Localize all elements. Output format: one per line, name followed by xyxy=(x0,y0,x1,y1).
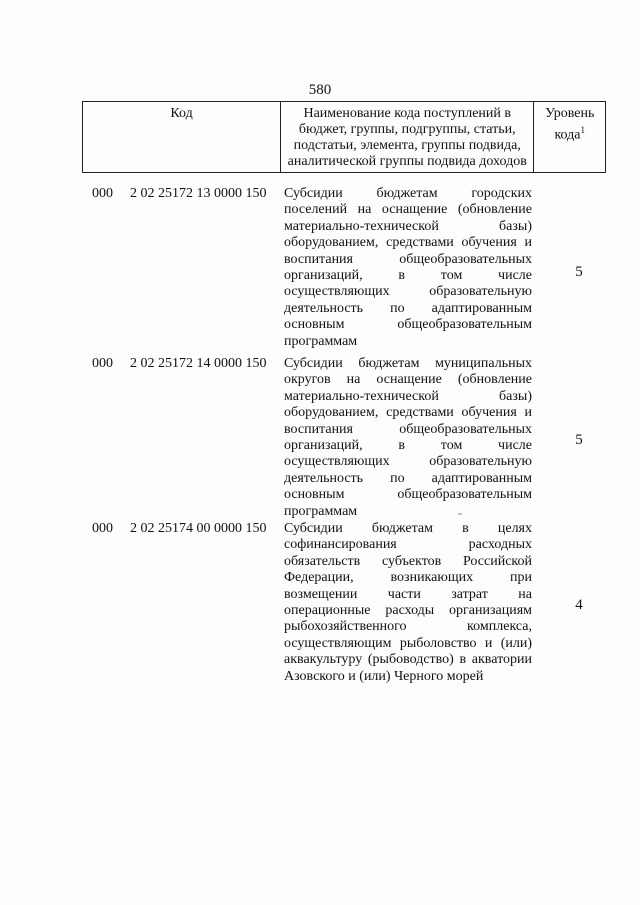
table-row xyxy=(86,521,606,691)
header-name-label: Наименование кода поступлений в бюджет, группы, подгруппы, статьи, подстатьи, элемента, группы подвида, аналитической группы подвида доходов xyxy=(287,106,527,169)
header-level xyxy=(534,102,606,173)
table-row xyxy=(86,356,606,521)
header-level-label: Уровень кода xyxy=(545,106,595,143)
code-level: 5 xyxy=(575,264,583,280)
code-description: Субсидии бюджетам городских поселений на оснащение (обновление материально-технической базы) оборудованием, средствами обучения и воспитания общеобразовательных организаций, в том числе осуществляющих образовательную деятельность по адаптированным основным общеобразовательным программам xyxy=(284,186,532,349)
page-number: 580 xyxy=(308,82,332,98)
admin-code: 000 xyxy=(92,356,113,371)
code-description: Субсидии бюджетам в целях софинансирования расходных обязательств субъектов Российской Федерации, возникающих при возмещении части затрат на операционные расходы организациям рыбохозяйственного комплекса, осуществляющим рыболовство и (или) аквакультуру (рыбоводство) в акватории Азовского и (или) Черного морей xyxy=(284,521,532,684)
budget-code: 2 02 25174 00 0000 150 xyxy=(130,521,267,536)
header-name xyxy=(281,102,534,173)
code-level: 5 xyxy=(575,432,583,448)
table-header xyxy=(82,101,606,173)
header-code xyxy=(83,102,281,173)
table-body xyxy=(86,186,606,691)
budget-code: 2 02 25172 13 0000 150 xyxy=(130,186,267,201)
footnote-marker: 1 xyxy=(580,125,585,135)
header-code-label: Код xyxy=(170,106,193,121)
budget-code: 2 02 25172 14 0000 150 xyxy=(130,356,267,371)
table-row xyxy=(86,186,606,356)
code-level: 4 xyxy=(575,597,583,613)
admin-code: 000 xyxy=(92,186,113,201)
scan-speck xyxy=(458,513,462,515)
code-description: Субсидии бюджетам муниципальных округов на оснащение (обновление материально-технической базы) оборудованием, средствами обучения и воспитания общеобразовательных организаций, в том числе осуществляющих образовательную деятельность по адаптированным основным общеобразовательным программам xyxy=(284,356,532,519)
admin-code: 000 xyxy=(92,521,113,536)
